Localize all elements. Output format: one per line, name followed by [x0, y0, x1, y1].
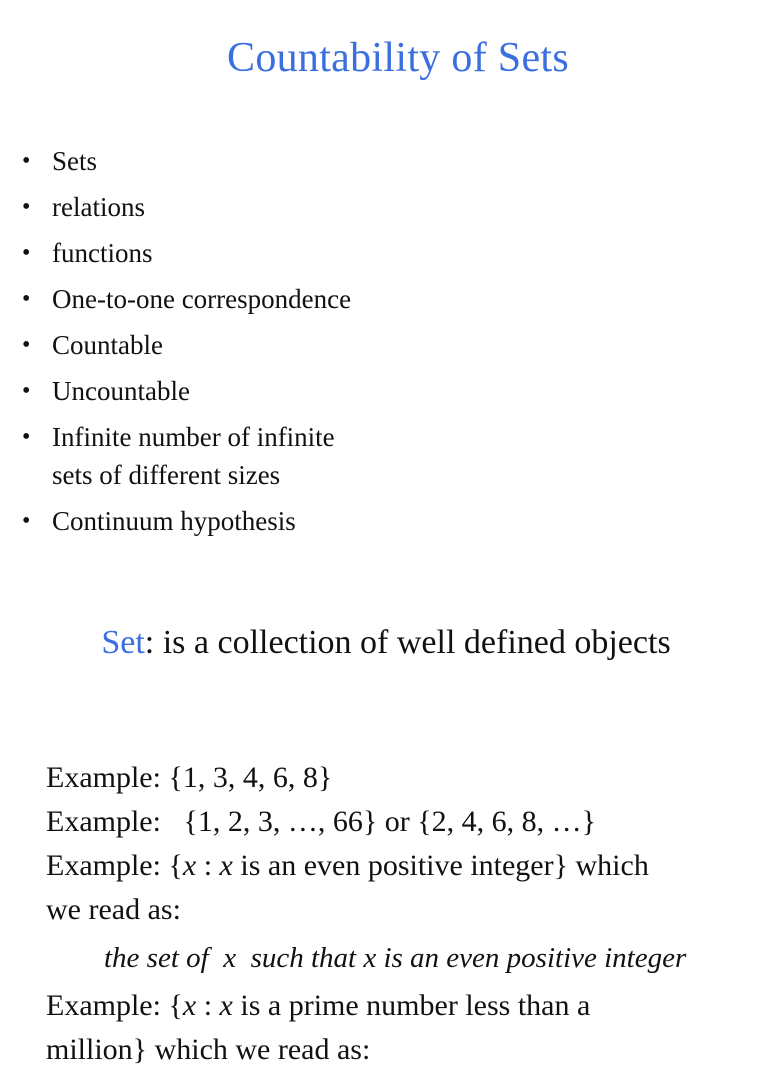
bullet-icon: • — [22, 194, 31, 220]
examples-block — [46, 756, 736, 1072]
example-3 — [46, 844, 736, 888]
example-3-prefix: Example: { — [46, 849, 183, 882]
set-definition — [0, 624, 768, 662]
bullet-icon: • — [22, 332, 31, 358]
example-4 — [46, 984, 736, 1028]
bullet-icon: • — [22, 148, 31, 174]
bullet-icon: • — [22, 240, 31, 266]
example-4-sep: : — [196, 989, 220, 1022]
example-3-reading: the set of x such that x is an even positive integer — [104, 942, 687, 974]
list-item — [22, 142, 722, 180]
example-3-sep: : — [196, 849, 220, 882]
example-1: Example: {1, 3, 4, 6, 8} — [46, 761, 333, 794]
list-item — [22, 502, 722, 540]
list-item-label: Continuum hypothesis — [52, 506, 296, 536]
list-item — [22, 326, 722, 364]
example-4-var: x — [182, 989, 197, 1022]
list-item — [22, 280, 722, 318]
example-3-var: x — [182, 849, 197, 882]
page-title: Countability of Sets — [227, 35, 569, 81]
example-4-line-2: million} which we read as: — [46, 1033, 371, 1066]
definition-term: Set — [101, 624, 145, 661]
list-item-label: Sets — [52, 146, 98, 176]
list-item-label: Infinite number of infinite — [52, 422, 335, 452]
bullet-icon: • — [22, 508, 31, 534]
example-3-var: x — [219, 849, 233, 882]
example-2: Example: {1, 2, 3, …, 66} or {2, 4, 6, 8, …} — [46, 805, 597, 838]
list-item-label: functions — [52, 238, 153, 268]
bullet-icon: • — [22, 378, 31, 404]
list-item-label: relations — [52, 192, 145, 222]
list-item-label-continued: sets of different sizes — [52, 460, 281, 490]
example-4-var: x — [219, 989, 233, 1022]
list-item — [22, 418, 722, 494]
definition-text: : is a collection of well defined objects — [144, 624, 671, 661]
bullet-icon: • — [22, 424, 31, 450]
list-item — [22, 372, 722, 410]
list-item — [22, 188, 722, 226]
topic-list — [22, 142, 722, 548]
list-item-label: Countable — [52, 330, 163, 360]
example-3-line-2: we read as: — [46, 893, 181, 926]
example-3-suffix: is an even positive integer} which — [232, 849, 649, 882]
list-item — [22, 234, 722, 272]
list-item-label: One-to-one correspondence — [52, 284, 352, 314]
bullet-icon: • — [22, 286, 31, 312]
example-4-suffix: is a prime number less than a — [232, 989, 591, 1022]
list-item-label: Uncountable — [52, 376, 190, 406]
example-4-prefix: Example: { — [46, 989, 183, 1022]
